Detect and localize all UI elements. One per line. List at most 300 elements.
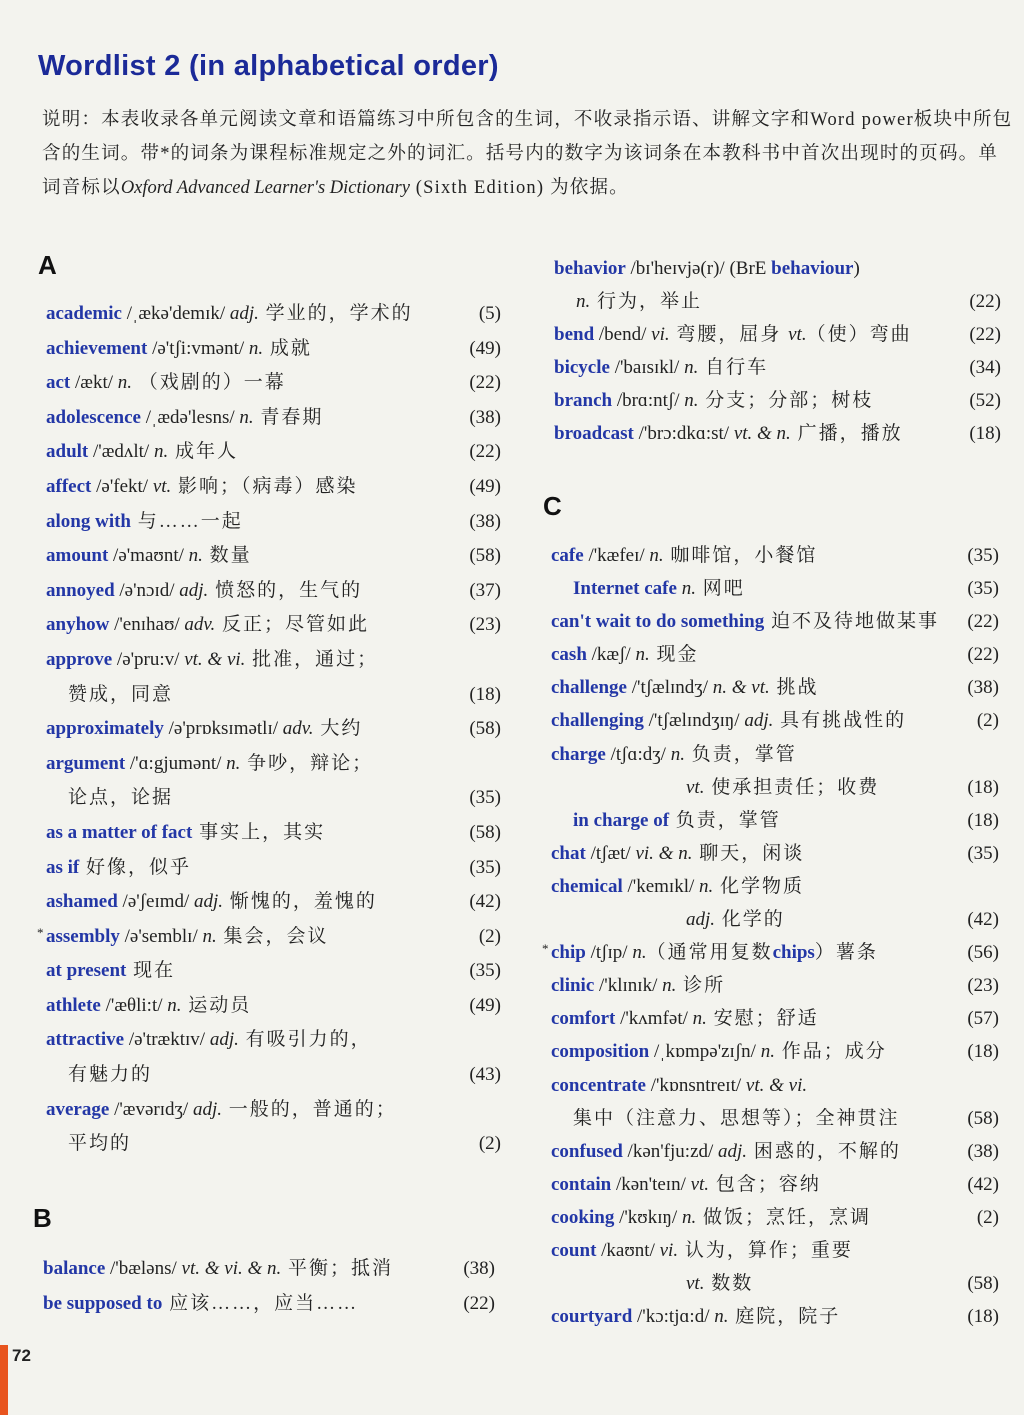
page-reference: (43) <box>469 1064 501 1086</box>
definition: 包含；容纳 <box>709 1173 821 1195</box>
definition: 集会，会议 <box>216 925 329 947</box>
page-reference: (58) <box>469 718 501 740</box>
entry-line <box>554 318 1001 351</box>
entry-line <box>551 804 999 837</box>
part-of-speech: adj. <box>194 891 224 913</box>
entry-line <box>554 351 1001 384</box>
headword: challenging <box>551 710 644 732</box>
definition: 网吧 <box>695 578 745 600</box>
page-reference: (22) <box>967 611 999 633</box>
headword: broadcast <box>554 423 634 445</box>
page-reference: (35) <box>967 545 999 566</box>
page-reference: (2) <box>478 1133 501 1155</box>
page-reference: (18) <box>469 683 501 705</box>
phonetic: /'kʌmfət/ <box>615 1008 693 1030</box>
part-of-speech: vt. <box>686 1273 705 1295</box>
phonetic: /ə'træktɪv/ <box>124 1029 210 1051</box>
definition: 负责，掌管 <box>669 809 781 831</box>
phonetic: /kən'fju:zd/ <box>622 1140 719 1162</box>
headword: chemical <box>551 875 623 897</box>
part-of-speech: vi. <box>659 1239 679 1261</box>
entry-line <box>46 401 501 436</box>
page-reference: (58) <box>469 545 501 567</box>
headword: attractive <box>46 1029 125 1051</box>
page-reference: (22) <box>967 644 999 666</box>
part-of-speech: vt. & vi. & n. <box>181 1258 282 1279</box>
entry-line <box>551 771 999 804</box>
definition: 使承担责任；收费 <box>704 776 880 798</box>
page-reference: (35) <box>469 960 501 982</box>
definition: （通常用复数 <box>646 942 773 964</box>
definition: 安慰；舒适 <box>706 1008 819 1030</box>
definition: （使）弯曲 <box>806 324 912 346</box>
phonetic: /'ɑ:gjumənt/ <box>125 752 227 774</box>
definition: 化学物质 <box>713 875 805 897</box>
part-of-speech: n. <box>153 441 169 463</box>
entry-line <box>37 920 501 955</box>
part-of-speech: n. <box>167 994 182 1016</box>
phonetic: /ə'maʊnt/ <box>108 545 189 567</box>
definition: 好像，似乎 <box>79 856 192 878</box>
entry-line <box>46 712 501 747</box>
entry-line <box>46 1093 501 1128</box>
phonetic: /tʃɑ:dʒ/ <box>605 743 671 765</box>
entry-line <box>46 885 501 920</box>
entry-line <box>46 781 501 816</box>
page-reference: (34) <box>969 357 1001 379</box>
part-of-speech: n. <box>692 1008 707 1030</box>
entry-line <box>551 903 999 936</box>
entry-line <box>46 470 501 505</box>
page-reference: (42) <box>469 891 501 913</box>
definition: （戏剧的）一幕 <box>132 372 286 394</box>
entry-line <box>551 539 999 572</box>
phonetic: /tʃɪp/ <box>585 942 633 964</box>
phonetic: /'tʃælɪndʒɪŋ/ <box>643 710 745 732</box>
headword: comfort <box>551 1008 616 1030</box>
part-of-speech: n. <box>202 925 217 947</box>
entry-line <box>551 738 999 771</box>
page-reference: (35) <box>967 842 999 864</box>
entry-line <box>551 1002 999 1035</box>
page-reference: (22) <box>969 291 1001 313</box>
phonetic: /'bæləns/ <box>105 1258 182 1279</box>
definition: 应该……，应当…… <box>162 1292 359 1314</box>
page-reference: (22) <box>469 441 501 463</box>
entry-line <box>554 417 1001 450</box>
definition: 庭院，院子 <box>728 1306 841 1328</box>
part-of-speech: adv. <box>282 718 314 740</box>
headword: adolescence <box>46 406 141 428</box>
definition: 影响；（病毒）感染 <box>171 475 358 497</box>
page-reference: (2) <box>478 925 501 947</box>
headword: cash <box>551 644 587 666</box>
entry-line <box>551 1102 999 1135</box>
definition: 咖啡馆，小餐馆 <box>663 545 818 566</box>
phonetic: /ækt/ <box>70 372 118 394</box>
part-of-speech: n. <box>635 644 650 666</box>
section-letter-a: A <box>38 250 57 280</box>
headword: athlete <box>46 994 101 1016</box>
definition: 现在 <box>126 960 176 982</box>
headword: contain <box>551 1173 612 1195</box>
phonetic: /ə'prɒksɪmətlɪ/ <box>163 718 283 740</box>
phonetic: /'enɪhaʊ/ <box>109 614 185 636</box>
part-of-speech: n. <box>576 291 591 313</box>
entry-line <box>46 954 501 989</box>
definition: 迫不及待地做某事 <box>764 611 939 633</box>
part-of-speech: adj. <box>686 909 716 931</box>
headword: assembly <box>46 925 120 947</box>
headword: along with <box>46 510 131 532</box>
definition: 负责，掌管 <box>684 743 797 765</box>
definition: 惭愧的，羞愧的 <box>223 891 377 913</box>
definition: 大约 <box>313 718 363 740</box>
phonetic: /brɑ:ntʃ/ <box>612 390 685 412</box>
headword: in charge of <box>573 809 670 831</box>
entry-line <box>46 1127 501 1162</box>
headword: clinic <box>551 975 595 997</box>
part-of-speech: vi. <box>651 324 670 346</box>
part-of-speech: adj. <box>179 579 209 601</box>
definition: 青春期 <box>253 406 324 428</box>
headword: be supposed to <box>43 1292 163 1314</box>
headword: adult <box>46 441 89 463</box>
definition: 自行车 <box>698 357 769 379</box>
phonetic: /tʃæt/ <box>585 842 636 864</box>
page-reference: (2) <box>976 1206 999 1228</box>
entry-line <box>43 1287 495 1322</box>
headword: challenge <box>551 677 627 699</box>
page-reference: (38) <box>967 1140 999 1162</box>
page-reference: (35) <box>469 856 501 878</box>
extra-vocab-marker: * <box>542 941 549 957</box>
phonetic: /'baɪsɪkl/ <box>609 357 685 379</box>
page-reference: (58) <box>469 821 501 843</box>
dictionary-title: Oxford Advanced Learner's Dictionary <box>120 178 410 198</box>
definition: 平衡；抵消 <box>281 1258 394 1279</box>
intro-text: 说明：本表收录各单元阅读文章和语篇练习中所包含的生词，不收录指示语、讲解文字和Word power板块中所包含的生词。带*的词条为课程标准规定之外的词汇。括号内的数字为该词条在本教科书中首次出现时的页码。单词音标以 <box>42 110 1013 198</box>
phonetic: /ə'semblɪ/ <box>119 925 203 947</box>
headword: approve <box>46 648 113 670</box>
page-reference: (38) <box>469 406 501 428</box>
wordlist-b-right <box>554 252 1001 451</box>
headword: charge <box>551 743 606 765</box>
phonetic: /ə'fekt/ <box>91 475 153 497</box>
entry-line <box>46 608 501 643</box>
page-reference: (52) <box>969 390 1001 412</box>
part-of-speech: vt. <box>686 776 705 798</box>
page-number: 72 <box>12 1346 31 1365</box>
part-of-speech: n. <box>699 875 714 897</box>
definition: 论点，论据 <box>68 787 174 809</box>
page-reference: (18) <box>967 809 999 831</box>
entry-line <box>551 1267 999 1300</box>
part-of-speech: adv. <box>184 614 216 636</box>
page-reference: (57) <box>967 1008 999 1030</box>
part-of-speech: vi. & n. <box>635 842 693 864</box>
definition: 作品；成分 <box>774 1041 887 1063</box>
part-of-speech: n. <box>760 1041 775 1063</box>
definition: 数数 <box>704 1273 754 1295</box>
entry-line <box>46 332 501 367</box>
phonetic: /ə'nɔɪd/ <box>114 579 180 601</box>
phonetic: /kaʊnt/ <box>596 1239 660 1261</box>
headword: chip <box>551 942 586 964</box>
definition: 事实上，其实 <box>192 821 326 843</box>
entry-line <box>554 384 1001 417</box>
page-reference: (56) <box>967 942 999 964</box>
definition: 聊天，闲谈 <box>692 842 805 864</box>
part-of-speech: n. <box>714 1306 729 1328</box>
entry-line <box>46 747 501 782</box>
definition: 批准，通过； <box>245 648 379 670</box>
page-reference: (42) <box>967 909 999 931</box>
entry-line <box>554 285 1001 318</box>
headword: academic <box>46 303 122 324</box>
headword: affect <box>46 475 92 497</box>
page-reference: (23) <box>469 614 501 636</box>
headword: as a matter of fact <box>46 821 193 843</box>
phonetic: /ə'tʃi:vmənt/ <box>147 337 249 359</box>
entry-line <box>551 638 999 671</box>
headword: composition <box>551 1041 650 1063</box>
part-of-speech: n. <box>239 406 254 428</box>
phonetic: /'kæfeɪ/ <box>583 545 650 566</box>
headword: Internet cafe <box>573 578 677 600</box>
entry-line <box>551 605 999 638</box>
phonetic: /'ævərɪdʒ/ <box>109 1098 193 1120</box>
page-reference: (49) <box>469 475 501 497</box>
entry-line <box>551 1234 999 1267</box>
headword: argument <box>46 752 126 774</box>
headword: act <box>46 372 71 394</box>
definition: 有魅力的 <box>68 1064 153 1086</box>
headword: achievement <box>46 337 148 359</box>
page-reference: (58) <box>967 1273 999 1295</box>
phonetic: /'æθli:t/ <box>100 994 168 1016</box>
entry-line <box>46 1023 501 1058</box>
entry-line <box>551 1168 999 1201</box>
part-of-speech: n. <box>649 545 664 566</box>
definition: 集中（注意力、思想等）；全神贯注 <box>573 1107 900 1129</box>
part-of-speech: vt. <box>788 324 807 346</box>
headword: as if <box>46 856 80 878</box>
part-of-speech: n. <box>681 1206 697 1228</box>
entry-line <box>46 435 501 470</box>
phonetic: /'kɒnsntreɪt/ <box>645 1074 746 1096</box>
headword: chat <box>551 842 586 864</box>
definition: 学业的，学术的 <box>258 303 413 324</box>
phonetic: /'brɔ:dkɑ:st/ <box>633 423 734 445</box>
headword: bend <box>554 324 595 346</box>
definition: 成年人 <box>168 441 238 463</box>
definition: 弯腰，屈身 <box>669 324 789 346</box>
entry-line <box>46 643 501 678</box>
headword: ashamed <box>46 891 118 913</box>
page-reference: (42) <box>967 1173 999 1195</box>
part-of-speech: n. <box>226 752 241 774</box>
headword: bicycle <box>554 357 610 379</box>
phonetic: /kən'teɪn/ <box>611 1173 691 1195</box>
page-reference: (18) <box>967 1306 999 1328</box>
phonetic: /kæʃ/ <box>586 644 636 666</box>
page-reference: (35) <box>967 578 999 600</box>
entry-line <box>551 572 999 605</box>
definition: 具有挑战性的 <box>773 710 907 732</box>
headword: concentrate <box>551 1074 646 1096</box>
wordlist-b-left <box>43 1252 495 1321</box>
definition: 挑战 <box>769 677 819 699</box>
headword: cafe <box>551 545 584 566</box>
headword: chips <box>772 942 815 964</box>
entry-line <box>46 816 501 851</box>
part-of-speech: adj. <box>209 1029 239 1051</box>
entry-line <box>46 574 501 609</box>
entry-line <box>551 704 999 737</box>
definition: 一般的，普通的； <box>221 1098 397 1120</box>
definition: 困惑的，不解的 <box>747 1140 901 1162</box>
part-of-speech: adj. <box>744 710 774 732</box>
headword: approximately <box>46 718 164 740</box>
part-of-speech: vt. & vi. <box>184 648 246 670</box>
entry-line <box>551 1300 999 1333</box>
phonetic: /ˌækə'demɪk/ <box>121 303 230 324</box>
phonetic: /'kɔ:tjɑ:d/ <box>632 1306 715 1328</box>
phonetic: /'kemɪkl/ <box>622 875 700 897</box>
part-of-speech: n. <box>670 743 685 765</box>
entry-line <box>551 969 999 1002</box>
page-reference: (38) <box>463 1258 495 1279</box>
page-reference: (18) <box>967 776 999 798</box>
headword: count <box>551 1239 597 1261</box>
phonetic: /ˌkɒmpə'zɪʃn/ <box>649 1041 761 1063</box>
definition: 认为，算作；重要 <box>678 1239 853 1261</box>
entry-line <box>551 837 999 870</box>
entry-line <box>551 1069 999 1102</box>
definition: 愤怒的，生气的 <box>208 579 363 601</box>
part-of-speech: n. <box>676 578 696 600</box>
section-letter-c: C <box>543 491 562 521</box>
page-reference: (38) <box>967 677 999 699</box>
definition: 分支；分部；树枝 <box>698 390 874 412</box>
intro-text-end: (Sixth Edition) 为依据。 <box>409 178 629 198</box>
page-title: Wordlist 2 (in alphabetical order) <box>38 50 499 82</box>
page-reference: (23) <box>967 975 999 997</box>
entry-line <box>551 870 999 903</box>
definition: 行为，举止 <box>590 291 703 313</box>
phonetic: /ə'pru:v/ <box>112 648 185 670</box>
page-reference: (38) <box>469 510 501 532</box>
headword: can't wait to do something <box>551 611 765 633</box>
page-reference: (22) <box>463 1292 495 1314</box>
phonetic: /bɪ'heɪvjə(r)/ (BrE <box>625 258 772 279</box>
wordlist-a <box>37 297 501 1162</box>
entry-line <box>46 366 501 401</box>
page-accent-bar <box>0 1345 8 1415</box>
definition: 化学的 <box>715 909 785 931</box>
phonetic: /'ædʌlt/ <box>88 441 154 463</box>
headword: balance <box>43 1258 106 1279</box>
entry-line <box>46 851 501 886</box>
part-of-speech: n. <box>684 357 699 379</box>
part-of-speech: n. <box>117 372 133 394</box>
definition: 有吸引力的， <box>238 1029 372 1051</box>
definition: 运动员 <box>181 994 252 1016</box>
definition: 反正；尽管如此 <box>215 614 369 636</box>
intro-note <box>42 103 1017 205</box>
headword: at present <box>46 960 127 982</box>
part-of-speech: n. <box>632 942 647 964</box>
part-of-speech: n. <box>188 545 203 567</box>
page-reference: (5) <box>478 303 501 324</box>
phonetic: /'tʃælɪndʒ/ <box>627 677 713 699</box>
page-reference: (2) <box>976 710 999 732</box>
entry-line <box>46 539 501 574</box>
section-letter-b: B <box>33 1203 52 1233</box>
part-of-speech: n. & vt. <box>712 677 770 699</box>
entry-line <box>43 1252 495 1287</box>
definition: 平均的 <box>68 1133 132 1155</box>
page-reference: (49) <box>469 337 501 359</box>
definition: 争吵，辩论； <box>240 752 374 774</box>
part-of-speech: n. <box>248 337 264 359</box>
entry-line <box>46 1058 501 1093</box>
phonetic: ) <box>853 258 860 279</box>
page-reference: (49) <box>469 994 501 1016</box>
phonetic: /bend/ <box>594 324 652 346</box>
part-of-speech: adj. <box>192 1098 222 1120</box>
headword: amount <box>46 545 109 567</box>
definition: 成就 <box>263 337 312 359</box>
entry-line <box>554 252 1001 285</box>
phonetic: /'klɪnɪk/ <box>594 975 663 997</box>
phonetic: /'kʊkɪŋ/ <box>614 1206 682 1228</box>
page-reference: (18) <box>969 423 1001 445</box>
entry-line <box>542 936 999 969</box>
page-reference: (35) <box>469 787 501 809</box>
entry-line <box>46 505 501 540</box>
part-of-speech: vt. <box>690 1173 710 1195</box>
definition: ）薯条 <box>814 942 878 964</box>
entry-line <box>551 671 999 704</box>
definition: 数量 <box>202 545 252 567</box>
headword: cooking <box>551 1206 615 1228</box>
definition: 赞成，同意 <box>68 683 174 705</box>
entry-line <box>46 678 501 713</box>
definition: 诊所 <box>676 975 726 997</box>
definition: 做饭；烹饪，烹调 <box>696 1206 871 1228</box>
part-of-speech: vt. <box>152 475 172 497</box>
part-of-speech: vt. & vi. <box>745 1074 808 1096</box>
page-reference: (58) <box>967 1107 999 1129</box>
part-of-speech: n. <box>662 975 677 997</box>
headword: anyhow <box>46 614 110 636</box>
phonetic: /ə'ʃeɪmd/ <box>117 891 195 913</box>
part-of-speech: adj. <box>718 1140 748 1162</box>
definition: 现金 <box>649 644 699 666</box>
headword: annoyed <box>46 579 115 601</box>
part-of-speech: n. <box>684 390 699 412</box>
headword: average <box>46 1098 110 1120</box>
page-reference: (37) <box>469 579 501 601</box>
entry-line <box>551 1201 999 1234</box>
definition: 与……一起 <box>131 510 243 532</box>
entry-line <box>551 1035 999 1068</box>
headword: branch <box>554 390 613 412</box>
part-of-speech: adj. <box>229 303 259 324</box>
entry-line <box>551 1135 999 1168</box>
